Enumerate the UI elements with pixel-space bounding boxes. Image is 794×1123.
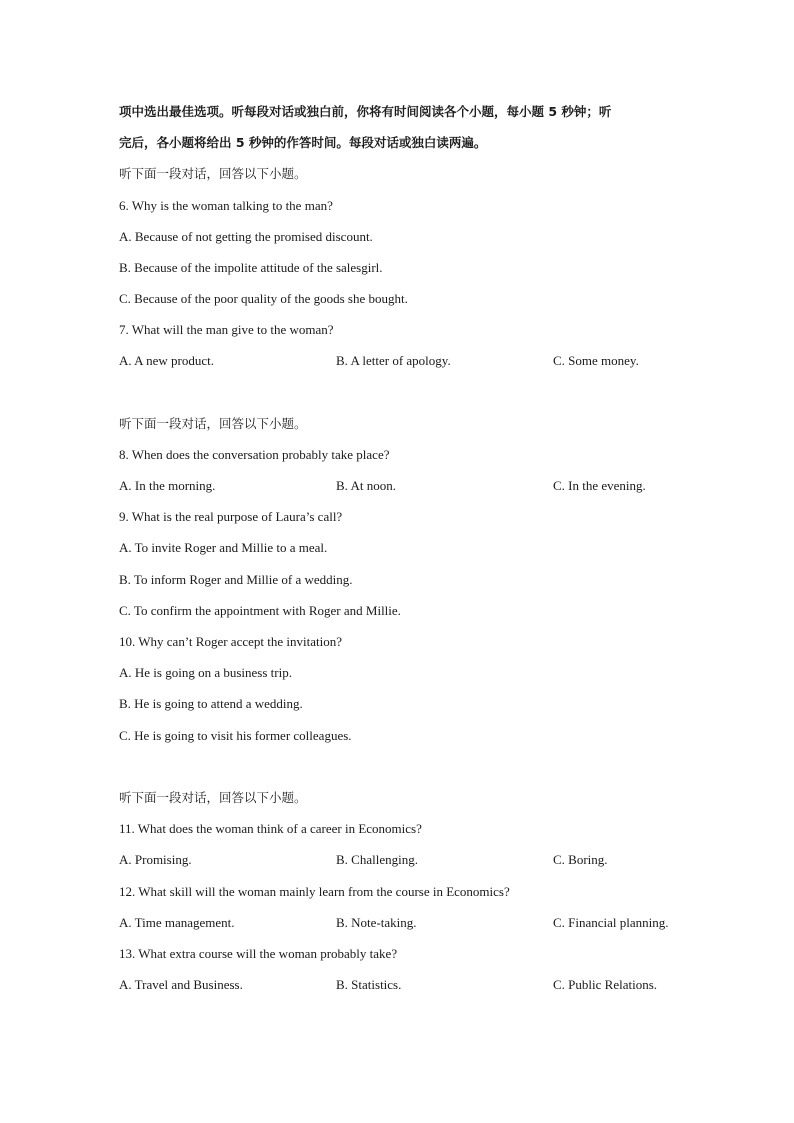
answer-option: B. Challenging. — [336, 852, 418, 867]
question-stem: 8. When does the conversation probably take place? — [119, 447, 390, 462]
answer-option: A. A new product. — [119, 353, 214, 368]
question-stem: 10. Why can’t Roger accept the invitation? — [119, 634, 342, 649]
answer-option: C. Public Relations. — [553, 977, 657, 992]
answer-option: C. Financial planning. — [553, 915, 669, 930]
answer-option: B. A letter of apology. — [336, 353, 451, 368]
answer-option: B. Statistics. — [336, 977, 402, 992]
answer-option: C. Boring. — [553, 852, 608, 867]
question-stem: 11. What does the woman think of a career in Economics? — [119, 821, 422, 836]
question-stem: 9. What is the real purpose of Laura’s call? — [119, 509, 343, 524]
answer-option: A. Time management. — [119, 915, 235, 930]
question-stem: 6. Why is the woman talking to the man? — [119, 198, 333, 213]
section-intro: 听下面一段对话，回答以下小题。 — [119, 166, 307, 181]
question-stem: 13. What extra course will the woman probably take? — [119, 946, 398, 961]
instruction-line-2: 完后，各小题将给出 5 秒钟的作答时间。每段对话或独白读两遍。 — [119, 135, 487, 150]
instruction-line-1: 项中选出最佳选项。听每段对话或独白前，你将有时间阅读各个小题，每小题 5 秒钟；听 — [119, 104, 612, 119]
question-stem: 7. What will the man give to the woman? — [119, 322, 334, 337]
answer-option: A. He is going on a business trip. — [119, 665, 292, 680]
answer-option: A. Because of not getting the promised discount. — [119, 229, 373, 244]
section-intro: 听下面一段对话，回答以下小题。 — [119, 790, 307, 805]
answer-option: C. To confirm the appointment with Roger and Millie. — [119, 603, 401, 618]
answer-option: A. To invite Roger and Millie to a meal. — [119, 540, 328, 555]
answer-option: C. Because of the poor quality of the goods she bought. — [119, 291, 408, 306]
answer-option: C. In the evening. — [553, 478, 646, 493]
answer-option: B. Note-taking. — [336, 915, 417, 930]
answer-option: C. Some money. — [553, 353, 639, 368]
answer-option: A. In the morning. — [119, 478, 216, 493]
answer-option: A. Travel and Business. — [119, 977, 243, 992]
answer-option: A. Promising. — [119, 852, 192, 867]
answer-option: B. To inform Roger and Millie of a wedding. — [119, 572, 353, 587]
answer-option: B. He is going to attend a wedding. — [119, 696, 303, 711]
answer-option: B. Because of the impolite attitude of the salesgirl. — [119, 260, 383, 275]
answer-option: B. At noon. — [336, 478, 396, 493]
answer-option: C. He is going to visit his former colleagues. — [119, 728, 352, 743]
section-intro: 听下面一段对话，回答以下小题。 — [119, 416, 307, 431]
question-stem: 12. What skill will the woman mainly learn from the course in Economics? — [119, 884, 510, 899]
